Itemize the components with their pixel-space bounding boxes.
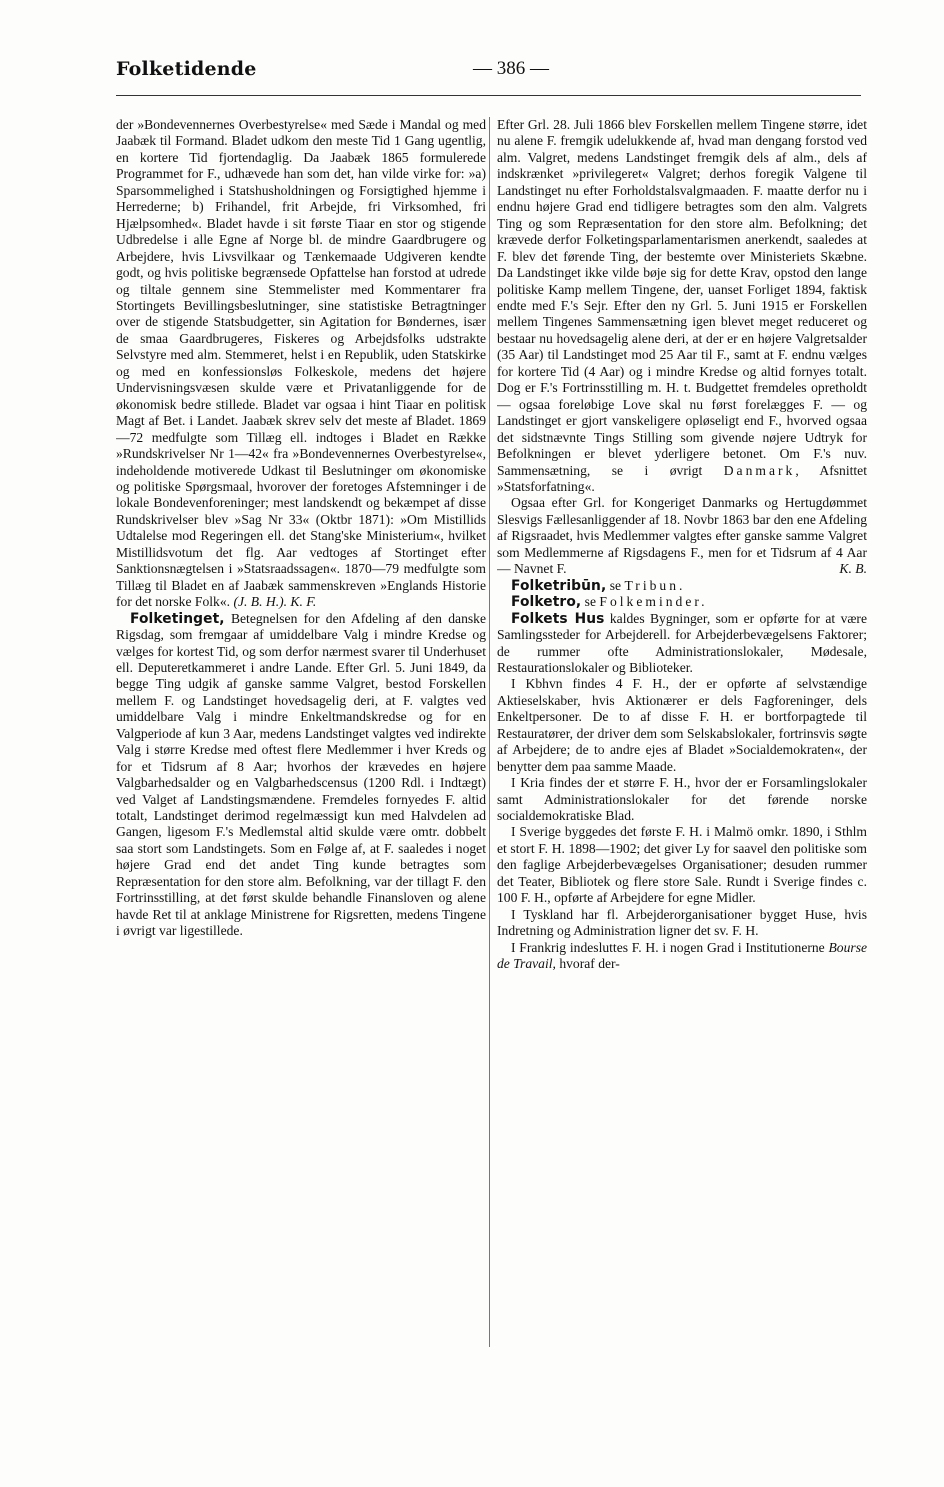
headword-folketinget: Folketinget,: [130, 610, 225, 627]
text: , Afsnittet »Statsforfatning«.: [497, 462, 867, 494]
text: I Kria findes der et større F. H., hvor der er Forsamlingslokaler samt Administrationslokaler for det førende norske socialdemokratiske Blad.: [497, 775, 867, 824]
paragraph-kbhvn: [497, 676, 867, 775]
page-number: — 386 —: [473, 58, 549, 79]
paragraph-frankrig: [497, 940, 867, 973]
text: kaldes Bygninger, som er opførte for at være Samlingssteder for Arbejderell. for Arbejderbevægelsens Faktorer; de rummer ofte Administrationslokaler, Mødesale, Restaurationslokaler og Biblioteker.: [497, 610, 867, 675]
entry-folketribun: [497, 578, 867, 594]
column-divider: [489, 117, 490, 1347]
cross-reference: Tribun.: [624, 577, 686, 593]
right-column: [497, 117, 867, 1345]
paragraph-kria: [497, 775, 867, 824]
entry-folketro: [497, 594, 867, 610]
paragraph-tyskland: [497, 907, 867, 940]
text: der »Bondevennernes Overbestyrelse« med Sæde i Mandal og med Jaabæk til Formand. Bladet udkom den meste Tid 1 Gang ugentlig, en kortere Tid fjortendaglig. Da Jaabæk 1865 formulerede Programmet for F., udhævede han som det, han vilde virke for: »a) Sparsommelighed i Statshusholdningen og Forsigtighed hjemme i Herrederne; b) Frihandel, frit Arbejde, fri Virksomhed, fri Hjælpsomhed«. Bladet havde i sit første Tiaar en stor og stigende Udbredelse i alle Egne af Norge bl. de mindre Gaardbrugere og Arbejdere, hvis Livsvilkaar og Tænkemaade Udgiveren kendte godt, og hvis politiske begrænsede Opfattelse han forstod at udrede og tiltale gennem sine Stemmelister med Kommentarer fra Stortingets Bevillingsbeslutninger, sine statistiske Betragtninger over de stigende Statsbudgetter, sin Agitation for Bøndernes, især de smaa Gaardbrugeres, Fiskeres og Arbejdsfolks udstrakte Selvstyre med alm. Stemmeret, helst i en Republik, uden Statskirke og med en konfessionsløs Folkeskole, medens det højere Undervisningsvæsen skulde være et Privatanliggende for de økonomisk bedre stillede. Bladet var ogsaa i hint Tiaar en politisk Magt af Bet. i Landet. Jaabæk skrev selv det meste af Bladet. 1869—72 medfulgte som Tillæg ell. indtoges i Bladet en Række »Rundskrivelser Nr 1—42« fra »Bondevennernes Overbestyrelse«, indeholdende motiverede Udkast til Beslutninger om økonomiske og politiske Spørgsmaal, hvorover der foretoges Afstemninger i de lokale Bondevenforeninger; mest landskendt og bekæmpet af disse Rundskrivelser blev »Sag Nr 33« (Oktbr 1871): »Om Mistillids Udtalelse mod Regeringen ell. det Stang'ske Ministerium«, hvilket Mistillidsvotum det flg. Aar vedtoges af Stortinget efter Sanktionsnægtelsen i »Statsraadssagen«. 1870—79 medfulgte som Tillæg til Bladet en af Jaabæk sammenskreven »Englands Historie for det norske Folk«.: [116, 117, 486, 610]
paragraph-folketidende-continued: [116, 117, 486, 611]
left-column: [116, 117, 486, 1345]
headword-folketro: Folketro,: [511, 594, 582, 611]
headword-folketribun: Folketribūn,: [511, 577, 607, 594]
paragraph-sverige: [497, 824, 867, 906]
page-header: [116, 58, 861, 88]
running-head: Folketidende: [116, 58, 257, 80]
text: I Sverige byggedes det første F. H. i Malmö omkr. 1890, i Sthlm et stort F. H. 1898—1902; det giver Ly for saavel den politiske som den faglige Arbejderbevægelses Organisationer; desuden rummer det Teater, Bibliotek og flere store Sale. Rundt i Sverige findes c. 100 F. H., opførte af Arbejdere for egne Midler.: [497, 824, 867, 906]
text: Betegnelsen for den Afdeling af den danske Rigsdag, som fremgaar af umiddelbare Valg i mindre Kredse og vælges for kortest Tid, og som derfor nærmest svarer til Underhuset ell. Deputeretkammeret i andre Lande. Efter Grl. 5. Juni 1849, da begge Ting udgik af ganske samme Valgret, bestod Forskellen mellem F. og Landstinget hovedsagelig deri, at F. valgtes ved umiddelbare Valg i mindre Enkeltmandskredse og for en Valgperiode af kun 3 Aar, medens Landstinget valgtes ved indirekte Valg i større Kredse med oftest flere Medlemmer i hver Kreds og for et Tidsrum af 8 Aar; hvorhos der krævedes en højere Valgbarhedsalder og en Valgbarhedscensus (1200 Rdl. i Indtægt) ved Valget af Landstingsmændene. Fremdeles fornyedes F. altid totalt, Landstinget derimod regelmæssigt kun med Halvdelen ad Gangen, ligesom F.'s Medlemstal altid skulde være omtr. dobbelt saa stort som Landstingets. Som en Følge af, at F. saaledes i noget højere Grad end det andet Ting kunde betragtes som Repræsentation for den store alm. Befolkning, var der tillagt F. den Fortrinsstilling, at det først skulde behandle Finansloven og alene havde Ret til at anklage Ministrene for Rigsretten, medens Tingene i øvrigt var ligestillede.: [116, 610, 486, 939]
paragraph-grl-1863: [497, 495, 867, 577]
text: Efter Grl. 28. Juli 1866 blev Forskellen mellem Tingene større, idet nu alene F. fremgik udelukkende af, hvad man dengang forstod ved alm. Valgret, medens Landstinget fremgik dels af alm., dels af indskrænket »privilegeret« Valgret; derhos foregik Valgene til Landstinget nu efter Forholdstalsvalgmaaden. F. maatte derfor nu i endnu højere Grad end tidligere betragtes som den alm. Valgrets Ting og som Repræsentation for den store alm. Befolkning; det krævede derfor Folketingsparlamentarismen anerkendt, saaledes at F. blev det førende Ting, der bestemte over Ministeriets Skæbne. Da Landstinget ikke vilde bøje sig for dette Krav, opstod den lange politiske Kamp mellem Tingene, der, uanset Forliget 1894, faktisk endte med F.'s Sejr. Efter den ny Grl. 5. Juni 1915 er Forskellen mellem Tingenes Sammensætning igen blevet meget reduceret og bestaar nu hovedsagelig alene deri, at der er en højere Valgretsalder (35 Aar) til Landstinget mod 25 Aar til F., samt at F. endnu vælges for kortere Tid (4 Aar) og i mindre Kredse og altid fornyes totalt. Dog er F.'s Fortrinsstilling m. H. t. Budgettet fremdeles opretholdt — ogsaa foreløbige Love skal nu først forelægges F. — og Landstinget er gjort vanskeligere opløseligt end F., hvorved ogsaa det sidstnævnte Tings Stilling som givende nøjere Udtryk for Befolkningen er blevet yderligere betonet. Om F.'s nuv. Sammensætning, se i øvrigt: [497, 117, 867, 478]
text: se: [609, 577, 622, 593]
text: hvoraf der-: [559, 956, 620, 972]
cross-reference: Danmark: [723, 462, 796, 478]
headword-folkets-hus: Folkets Hus: [511, 610, 605, 627]
cross-reference: Folkeminder.: [599, 594, 708, 610]
paragraph-grl-1866: [497, 117, 867, 495]
text: I Tyskland har fl. Arbejderorganisationer bygget Huse, hvis Indretning og Administration ligner det sv. F. H.: [497, 906, 867, 939]
entry-folketinget: [116, 611, 486, 940]
header-rule: [116, 95, 861, 96]
text: I Kbhvn findes 4 F. H., der er opførte af selvstændige Aktieselskaber, hvis Aktionærer er dels Fagforeninger, dels Enkeltpersoner. De to af disse F. H. er bortforpagtede til Restauratører, der driver dem som Selskabslokaler, fortrinsvis søgte af Arbejdere; de to andre ejes af Bladet »Socialdemokraten«, der benytter dem paa samme Maade.: [497, 676, 867, 774]
author-signature: (J. B. H.). K. F.: [233, 594, 317, 610]
text: Bourse de Travail,: [497, 939, 867, 972]
entry-folkets-hus: [497, 611, 867, 677]
text: Ogsaa efter Grl. for Kongeriget Danmarks og Hertugdømmet Slesvigs Fællesanliggender af 18. Novbr 1863 bar den ene Afdeling af Rigsraadet, hvis Medlemmer valgtes efter ganske samme Valgret som Medlemmerne af Rigsdagens F., men for et Tidsrum af 4 Aar — Navnet F.: [497, 495, 867, 577]
text: se: [584, 594, 596, 610]
author-signature: K. B.: [839, 561, 867, 577]
text: I Frankrig indesluttes F. H. i nogen Grad i Institutionerne: [511, 939, 825, 955]
